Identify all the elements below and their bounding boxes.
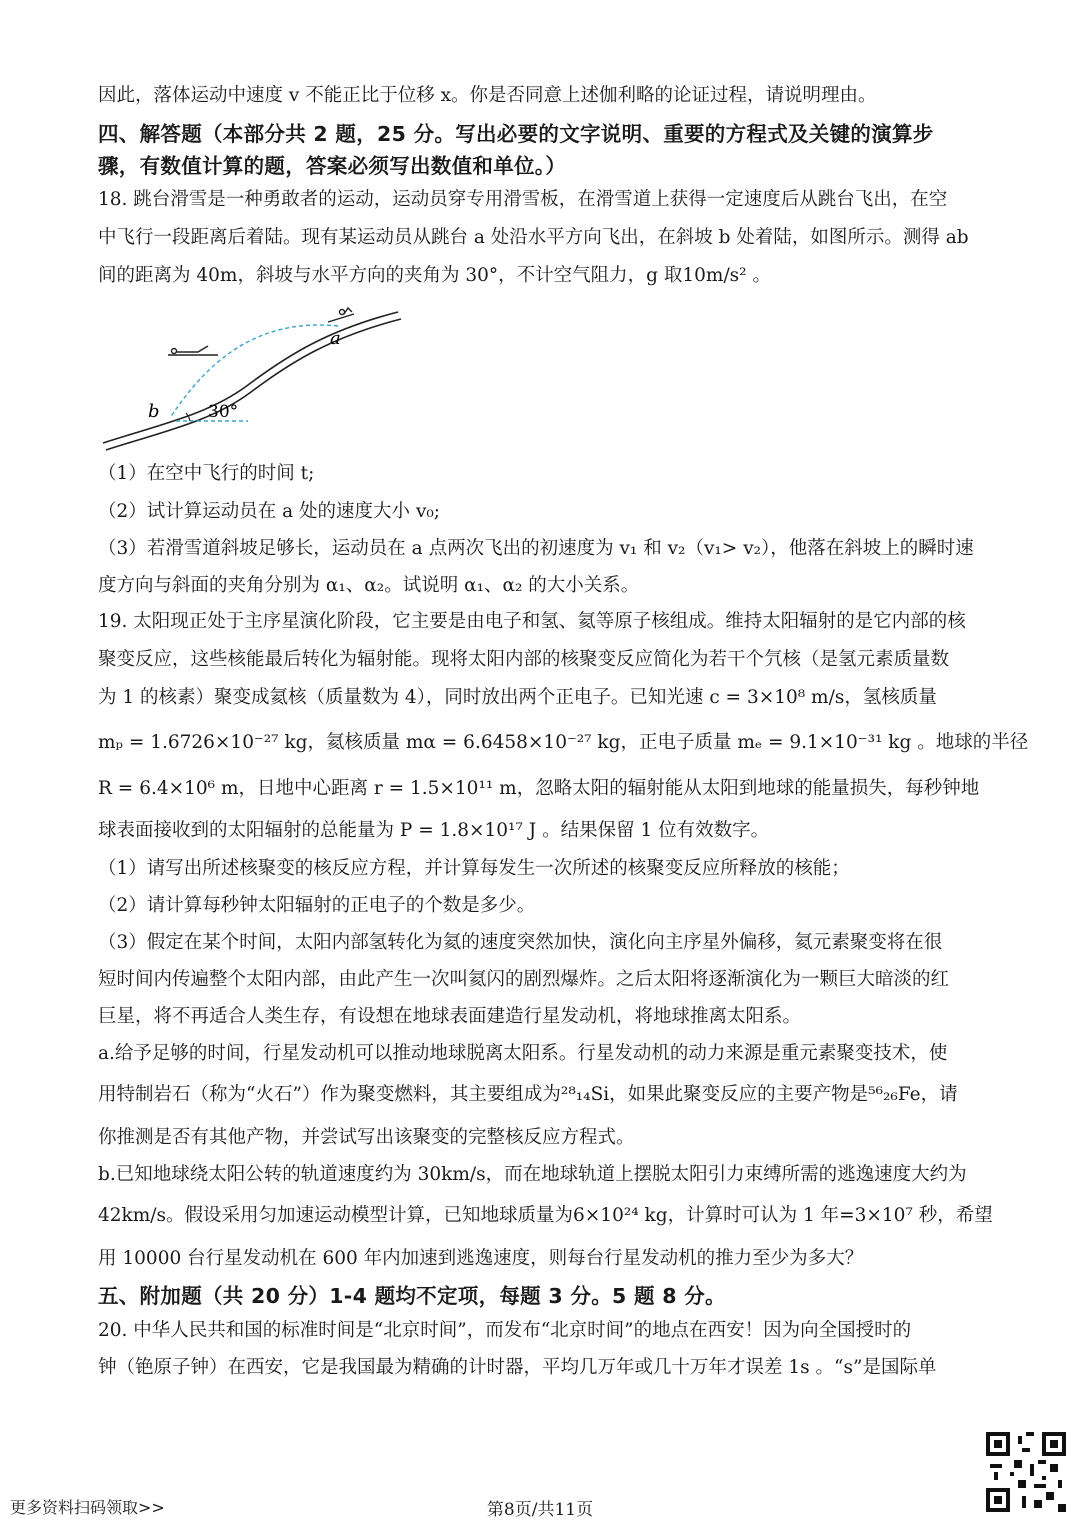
sub-question: b.已知地球绕太阳公转的轨道速度约为 30km/s，而在地球轨道上摆脱太阳引力束缚所需的逃逸速度大约为 [98, 1164, 967, 1185]
sub-question: 用 10000 台行星发动机在 600 年内加速到逃逸速度，则每台行星发动机的推力至少为多大？ [98, 1248, 864, 1269]
sub-question: 度方向与斜面的夹角分别为 α₁、α₂。试说明 α₁、α₂ 的大小关系。 [98, 575, 640, 596]
sub-question: 你推测是否有其他产物，并尝试写出该聚变的完整核反应方程式。 [98, 1127, 635, 1148]
flying-skier-icon [168, 346, 218, 355]
question-19-text: 球表面接收到的太阳辐射的总能量为 P = 1.8×10¹⁷ J 。结果保留 1 位有效数字。 [98, 820, 770, 841]
section-heading: 骤，有数值计算的题，答案必须写出数值和单位。） [98, 154, 567, 178]
label-a: a [330, 328, 341, 349]
question-20-text: 20. 中华人民共和国的标准时间是“北京时间”，而发布“北京时间”的地点在西安！因为向全国授时的 [98, 1320, 912, 1341]
slope-upper-line [103, 312, 398, 443]
sub-question: 42km/s。假设采用匀加速运动模型计算，已知地球质量为6×10²⁴ kg，计算时可认为 1 年=3×10⁷ 秒，希望 [98, 1205, 993, 1226]
question-19-text: 为 1 的核素）聚变成氦核（质量数为 4），同时放出两个正电子。已知光速 c = 3×10⁸ m/s，氢核质量 [98, 687, 937, 708]
sub-question: （3）假定在某个时间，太阳内部氢转化为氦的速度突然加快，演化向主序星外偏移，氦元素聚变将在很 [98, 932, 943, 953]
sub-question: （2）请计算每秒钟太阳辐射的正电子的个数是多少。 [98, 895, 536, 916]
page-number: 第8页/共11页 [486, 1500, 594, 1520]
question-19-text: mₚ = 1.6726×10⁻²⁷ kg，氦核质量 mα = 6.6458×10⁻²⁷ kg，正电子质量 mₑ = 9.1×10⁻³¹ kg 。地球的半径 [98, 732, 1029, 753]
sub-question: （3）若滑雪道斜坡足够长，运动员在 a 点两次飞出的初速度为 v₁ 和 v₂（v₁> v₂），他落在斜坡上的瞬时速 [98, 538, 974, 559]
sub-question: （2）试计算运动员在 a 处的速度大小 v₀; [98, 501, 441, 522]
ski-jump-diagram [98, 300, 418, 460]
question-19-text: 聚变反应，这些核能最后转化为辐射能。现将太阳内部的核聚变反应简化为若干个氕核（是氢元素质量数 [98, 649, 950, 670]
question-19-text: 19. 太阳现正处于主序星演化阶段，它主要是由电子和氢、氦等原子核组成。维持太阳辐射的是它内部的核 [98, 611, 966, 632]
sub-question: 巨星，将不再适合人类生存，有设想在地球表面建造行星发动机，将地球推离太阳系。 [98, 1006, 802, 1027]
section-heading: 五、附加题（共 20 分）1-4 题均不定项，每题 3 分。5 题 8 分。 [98, 1284, 726, 1308]
sub-question: 短时间内传遍整个太阳内部，由此产生一次叫氦闪的剧烈爆炸。之后太阳将逐渐演化为一颗巨大暗淡的红 [98, 969, 950, 990]
question-20-text: 钟（铯原子钟）在西安，它是我国最为精确的计时器，平均几万年或几十万年才误差 1s 。“s”是国际单 [98, 1357, 937, 1378]
text-line: 因此，落体运动中速度 v 不能正比于位移 x。你是否同意上述伽利略的论证过程，请说明理由。 [98, 85, 877, 106]
question-18-text: 间的距离为 40m，斜坡与水平方向的夹角为 30°，不计空气阻力，g 取10m/s² 。 [98, 265, 771, 286]
label-b: b [148, 401, 160, 422]
skier-icon [328, 308, 354, 322]
angle-label: 30° [208, 402, 239, 422]
question-18-text: 18. 跳台滑雪是一种勇敢者的运动，运动员穿专用滑雪板，在滑雪道上获得一定速度后从跳台飞出，在空 [98, 189, 948, 210]
sub-question: a.给予足够的时间，行星发动机可以推动地球脱离太阳系。行星发动机的动力来源是重元素聚变技术，使 [98, 1043, 948, 1064]
question-18-text: 中飞行一段距离后着陆。现有某运动员从跳台 a 处沿水平方向飞出，在斜坡 b 处着陆，如图所示。测得 ab [98, 227, 969, 248]
sub-question: （1）请写出所述核聚变的核反应方程，并计算每发生一次所述的核聚变反应所释放的核能； [98, 858, 850, 879]
question-19-text: R = 6.4×10⁶ m，日地中心距离 r = 1.5×10¹¹ m，忽略太阳的辐射能从太阳到地球的能量损失，每秒钟地 [98, 778, 980, 799]
sub-question: （1）在空中飞行的时间 t; [98, 463, 315, 484]
section-heading: 四、解答题（本部分共 2 题，25 分。写出必要的文字说明、重要的方程式及关键的演算步 [98, 122, 934, 146]
footer-promo-link[interactable]: 更多资料扫码领取>> [10, 1498, 165, 1517]
sub-question: 用特制岩石（称为“火石”）作为聚变燃料，其主要组成为²⁸₁₄Si，如果此聚变反应的主要产物是⁵⁶₂₆Fe，请 [98, 1084, 958, 1105]
trajectory-dashed [170, 325, 338, 418]
